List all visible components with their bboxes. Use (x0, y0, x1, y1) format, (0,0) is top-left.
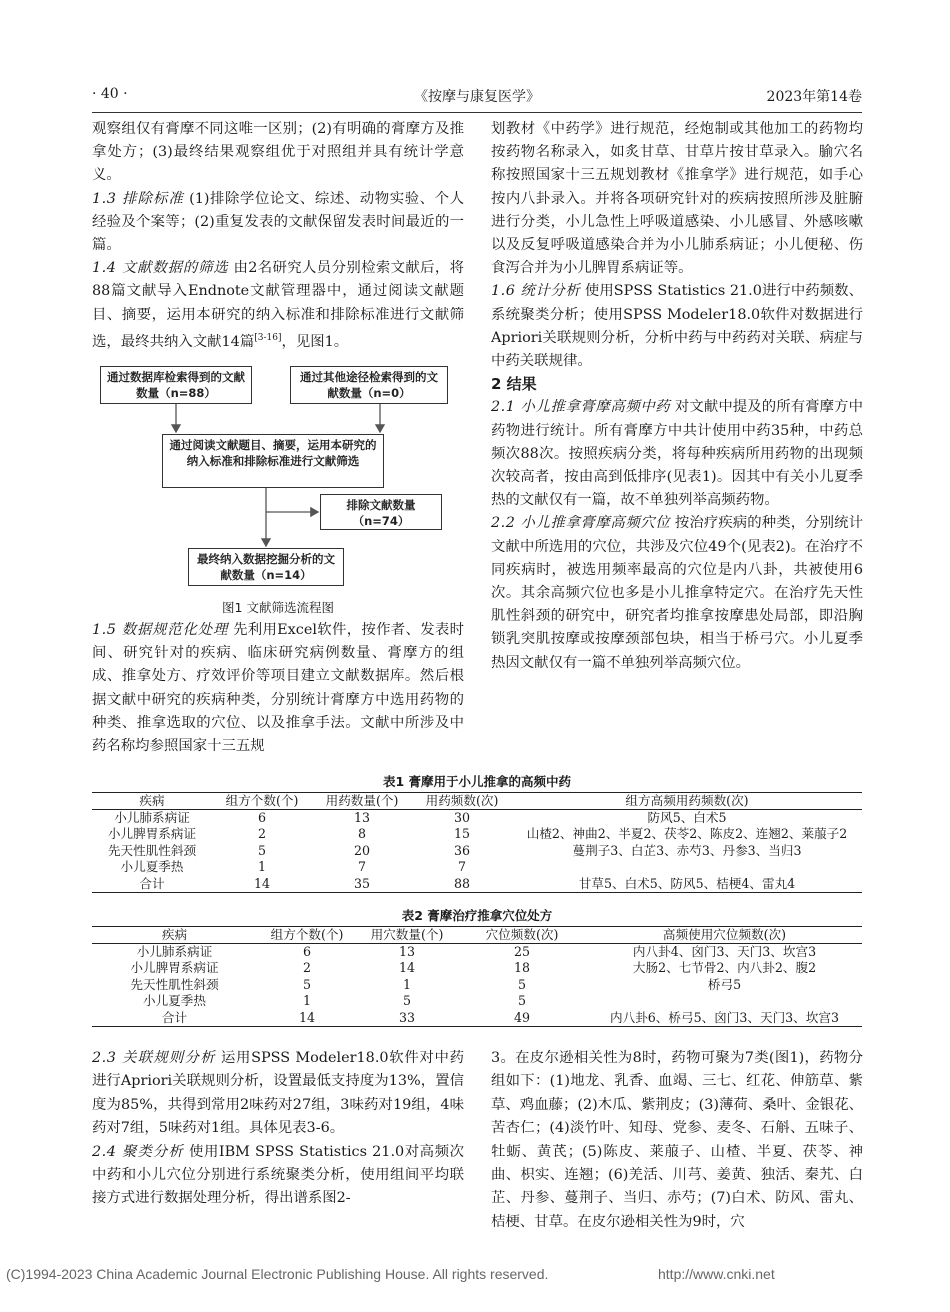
section-1-3 (92, 188, 464, 258)
table-cell: 小儿脾胃系病证 (130, 960, 219, 976)
flow-box-other-sources: 通过其他途径检索得到的文献数量（n=0） (290, 366, 448, 404)
section-title: 2.2 小儿推拿膏摩高频穴位 (491, 515, 671, 532)
flow-box-database: 通过数据库检索得到的文献数量（n=88） (100, 366, 252, 404)
table-cell: 小儿脾胃系病证 (107, 826, 197, 842)
table-cell: 内八卦4、囟门3、天门3、坎宫3 (632, 944, 817, 959)
paragraph: 3。在皮尔逊相关性为8时，药物可聚为7类(图1)，药物分组如下：(1)地龙、乳香、血竭、三七、红花、伸筋草、紫草、鸡血藤；(2)木瓜、紫荆皮；(3)薄荷、桑叶、金银花、苦杏仁；(4)淡竹叶、知母、党参、麦冬、石斛、五味子、牡蛎、黄芪；(5)陈皮、莱菔子、山楂、半夏、茯苓、神曲、枳实、连翘；(6)羌活、川芎、姜黄、独活、秦艽、白芷、丹参、蔓荆子、当归、赤芍；(7)白术、防风、雷丸、桔梗、甘草。在皮尔逊相关性为9时，穴 (491, 1050, 863, 1230)
table-cell: 7 (457, 859, 466, 875)
table-cell (512, 859, 862, 876)
table-row (92, 977, 862, 994)
section-body: 先利用Excel软件，按作者、发表时间、研究针对的疾病、临床研究病例数量、膏摩方的组成、推拿处方、疗效评价等项目建立文献数据库。然后根据文献中研究的疾病种类，分别统计膏摩方中选用药物的种类、推拿选取的穴位、以及推拿手法。文献中所涉及中药名称均参照国家十三五规 (92, 622, 464, 755)
table-cell: 先天性肌性斜颈 (130, 976, 219, 992)
table-row (92, 843, 862, 860)
table-cell: 7 (357, 859, 366, 875)
table-cell: 30 (453, 810, 471, 825)
table-cell: 小儿夏季热 (120, 859, 184, 875)
table-cell: 1 (302, 993, 311, 1009)
table-cell: 5 (517, 976, 526, 992)
paragraph: 划教材《中药学》进行规范，经炮制或其他加工的药物均按药物名称录入，如炙甘草、甘草片按甘草录入。腧穴名称按照国家十三五规划教材《推拿学》进行规范，如手心按内八卦录入。并将各项研究针对的疾病按照所涉及脏腑进行分类，小儿急性上呼吸道感染、小儿感冒、外感咳嗽以及反复呼吸道感染合并为小儿肺系病证；小儿便秘、伤食泻合并为小儿脾胃系病证等。 (491, 121, 863, 277)
section-1-5 (92, 619, 464, 758)
table-cell: 合计 (161, 1009, 188, 1025)
table-cell: 蔓荆子3、白芷3、赤芍3、丹参3、当归3 (572, 842, 802, 858)
table-cell: 14 (253, 875, 271, 891)
table-cell: 6 (302, 944, 311, 959)
table-cell: 小儿肺系病证 (114, 810, 190, 825)
table-cell (587, 993, 862, 1010)
table-cell: 6 (257, 810, 266, 825)
table-cell: 20 (353, 842, 371, 858)
table-header: 疾病 (92, 927, 257, 944)
table-cell: 88 (453, 875, 471, 891)
section-2-1 (491, 396, 863, 512)
table-row (92, 810, 862, 827)
section-title: 1.6 统计分析 (491, 283, 581, 300)
table-header: 疾病 (92, 793, 212, 810)
table-cell: 2 (302, 960, 311, 976)
table-header: 用药频数(次) (412, 793, 512, 810)
table-header: 组方个数(个) (257, 927, 357, 944)
bottom-left-column (92, 1047, 464, 1211)
table-cell: 35 (353, 875, 371, 891)
copyright-notice: (C)1994-2023 China Academic Journal Electronic Publishing House. All rights reserved. (6, 1266, 549, 1282)
table-cell: 小儿肺系病证 (136, 944, 213, 959)
table-2 (92, 906, 862, 1027)
section-body-tail: ，见图1。 (281, 333, 349, 350)
table-cell: 合计 (139, 875, 165, 891)
table-2-grid (92, 926, 862, 1027)
table-cell: 大肠2、七节骨2、内八卦2、腹2 (632, 960, 817, 976)
table-cell: 内八卦6、桥弓5、囟门3、天门3、坎宫3 (610, 1009, 839, 1025)
section-body: 运用SPSS Modeler18.0软件对中药进行Apriori关联规则分析，设置最低支持度为13%，置信度为85%，共得到常用2味药对27组，3味药对19组，4味药对7组，5味药对1组。具体见表3-6。 (92, 1050, 464, 1137)
table-caption: 表1 膏摩用于小儿推拿的高频中药 (382, 774, 572, 789)
table-cell: 防风5、白术5 (647, 810, 727, 825)
table-cell: 1 (257, 859, 266, 875)
table-cell: 山楂2、神曲2、半夏2、茯苓2、陈皮2、连翘2、莱菔子2 (526, 826, 848, 842)
flow-box-excluded: 排除文献数量（n=74） (320, 494, 442, 530)
section-title: 1.5 数据规范化处理 (92, 622, 229, 639)
table-header: 组方高频用药频数(次) (512, 793, 862, 810)
table-cell: 先天性肌性斜颈 (107, 842, 197, 858)
section-title: 1.3 排除标准 (92, 190, 184, 207)
table-cell: 49 (513, 1009, 531, 1025)
table-header: 组方个数(个) (212, 793, 312, 810)
table-cell: 13 (398, 944, 416, 959)
table-cell: 8 (357, 826, 366, 842)
flowchart-figure (92, 360, 464, 592)
citation: [3-16] (254, 332, 282, 343)
table-cell: 5 (302, 976, 311, 992)
section-2-4 (92, 1141, 464, 1211)
journal-title: 《按摩与康复医学》 (414, 89, 540, 105)
left-column (92, 118, 464, 758)
table-row (92, 826, 862, 843)
table-cell: 14 (298, 1009, 316, 1025)
table-cell: 36 (453, 842, 471, 858)
table-header-row (92, 793, 862, 810)
table-cell: 小儿夏季热 (143, 993, 206, 1009)
table-cell: 5 (517, 993, 526, 1009)
header-rule (92, 112, 862, 113)
table-cell: 5 (402, 993, 411, 1009)
table-1 (92, 772, 862, 893)
section-1-4 (92, 257, 464, 354)
table-row (92, 1010, 862, 1027)
table-cell: 18 (513, 960, 531, 976)
table-row (92, 960, 862, 977)
section-body: 对文献中提及的所有膏摩方中药物进行统计。所有膏摩方中共计使用中药35种，中药总频次88次。按照疾病分类，将每种疾病所用药物的出现频次较高者，按由高到低排序(见表1)。因其中有关小儿夏季热的文献仅有一篇，故不单独列举高频药物。 (491, 399, 863, 509)
section-body: 使用IBM SPSS Statistics 21.0对高频次中药和小儿穴位分别进行系统聚类分析，使用组间平均联接方式进行数据处理分析，得出谱系图2- (92, 1143, 464, 1207)
table-row (92, 944, 862, 961)
paragraph: 观察组仅有膏摩不同这唯一区别；(2)有明确的膏摩方及推拿处方；(3)最终结果观察组优于对照组并具有统计学意义。 (92, 121, 464, 184)
section-body: 使用SPSS Statistics 21.0进行中药频数、系统聚类分析；使用SPSS Modeler18.0软件对数据进行Apriori关联规则分析，分析中药与中药药对关联、病症与中药关联规律。 (491, 283, 863, 370)
section-2-3 (92, 1047, 464, 1141)
table-header-row (92, 927, 862, 944)
table-header: 穴位频数(次) (457, 927, 587, 944)
cnki-link[interactable]: http://www.cnki.net (658, 1266, 775, 1282)
table-cell: 15 (453, 826, 471, 842)
table-header: 高频使用穴位频数(次) (587, 927, 862, 944)
section-body: (1)排除学位论文、综述、动物实验、个人经验及个案等；(2)重复发表的文献保留发表时间最近的一篇。 (92, 190, 464, 254)
section-2-heading: 2 结果 (491, 375, 537, 394)
table-cell: 33 (398, 1009, 416, 1025)
table-cell: 25 (513, 944, 531, 959)
flow-box-screening: 通过阅读文献题目、摘要，运用本研究的纳入标准和排除标准进行文献筛选 (162, 434, 384, 488)
table-cell: 13 (353, 810, 371, 825)
table-header: 用穴数量(个) (357, 927, 457, 944)
section-body: 按治疗疾病的种类，分别统计文献中所选用的穴位，共涉及穴位49个(见表2)。在治疗不同疾病时，被选用频率最高的穴位是内八卦，共被使用6次。其余高频穴位也多是小儿推拿特定穴。在治疗先天性肌性斜颈的研究中，研究者均推拿按摩患处局部，即沿胸锁乳突肌按摩或按摩颈部包块，相当于桥弓穴。小儿夏季热因文献仅有一篇不单独列举高频穴位。 (491, 515, 863, 671)
section-1-6 (491, 280, 863, 373)
page-number: · 40 · (92, 86, 128, 102)
bottom-right-column (491, 1047, 863, 1234)
table-row (92, 993, 862, 1010)
table-cell: 甘草5、白术5、防风5、桔梗4、雷丸4 (578, 875, 796, 891)
table-caption: 表2 膏摩治疗推拿穴位处方 (401, 908, 553, 923)
table-row (92, 876, 862, 893)
figure-caption: 图1 文献筛选流程图 (222, 599, 334, 615)
table-cell: 1 (402, 976, 411, 992)
section-title: 2.3 关联规则分析 (92, 1050, 216, 1066)
issue-label: 2023年第14卷 (766, 89, 862, 105)
section-2-2 (491, 512, 863, 674)
table-cell: 桥弓5 (707, 976, 742, 992)
section-title: 2.1 小儿推拿膏摩高频中药 (491, 399, 671, 416)
section-body: 由2名研究人员分别检索文献后，将88篇文献导入Endnote文献管理器中，通过阅读文献题目、摘要，运用本研究的纳入标准和排除标准进行文献筛选，最终共纳入文献14篇 (92, 260, 464, 350)
table-row (92, 859, 862, 876)
section-title: 1.4 文献数据的筛选 (92, 260, 229, 277)
table-cell: 14 (398, 960, 416, 976)
running-header (92, 86, 862, 110)
section-title: 2.4 聚类分析 (92, 1143, 184, 1160)
right-column (491, 118, 863, 675)
table-header: 用药数量(个) (312, 793, 412, 810)
table-cell: 5 (257, 842, 266, 858)
flow-box-final: 最终纳入数据挖掘分析的文献数量（n=14） (188, 548, 344, 586)
table-cell: 2 (257, 826, 266, 842)
table-1-grid (92, 792, 862, 893)
